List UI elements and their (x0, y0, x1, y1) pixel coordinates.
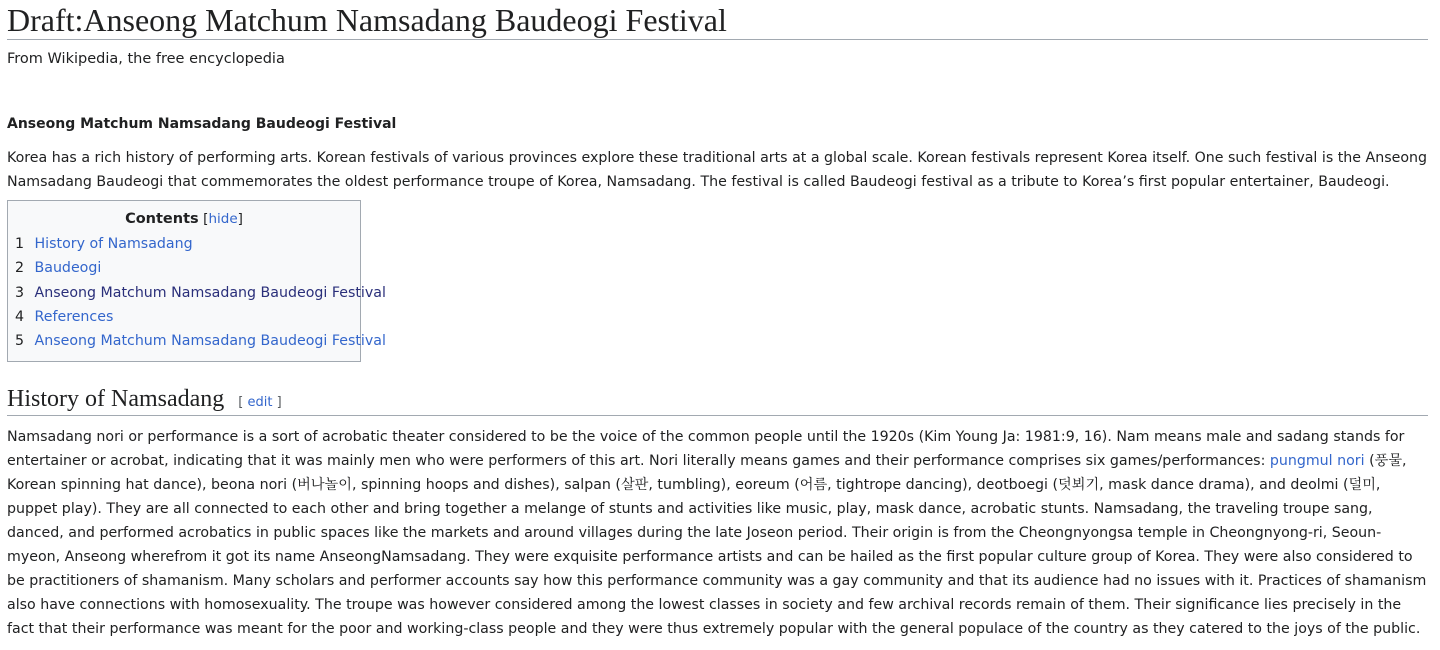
edit-link[interactable]: edit (247, 395, 273, 411)
toc-link-festival-2[interactable]: Anseong Matchum Namsadang Baudeogi Festival (34, 333, 386, 350)
toc-item-number: 2 (15, 260, 25, 277)
toc-item-number: 4 (15, 308, 25, 325)
toc-header (15, 211, 353, 227)
toc-link-references[interactable]: References (34, 308, 114, 325)
toc-hide-toggle[interactable]: hide (208, 211, 238, 227)
history-text-start: Namsadang nori or performance is a sort of acrobatic theater considered to be the voice of the common people until the 1920s (Kim Young Ja: 1981:9, 16). Nam means male and sadang stands for entertainer or acrobat, indicating that it was mainly men who were performers of this art. Nori literally means games and their performance comprises six games/performances: (7, 429, 1405, 470)
toc-bracket-close: ] (237, 211, 243, 227)
history-text-rest: (풍물, Korean spinning hat dance), beona nori (버나놀이, spinning hoops and dishes), salpan (살판, tumbling), eoreum (어름, tightrope dancing), deotboegi (덧뵈기, mask dance drama), and deolmi (덜미, puppet play). They are all connected to each other and bring together a melange of stunts and activities like music, play, mask dance, acrobatic stunts. Namsadang, the traveling troupe sang, danced, and performed acrobatics in public spaces like the markets and around villages during the late Joseon period. Their origin is from the Cheongnyongsa temple in Cheongnyong-ri, Seoun-myeon, Anseong wherefrom it got its name AnseongNamsadang. They were exquisite performance artists and can be hailed as the first popular culture group of Korea. They were also considered to be practitioners of shamanism. Many scholars and performer accounts say how this performance community was a gay community and that its audience had no issues with it. Practices of shamanism also have connections with homosexuality. The troupe was however considered among the lowest classes in society and few archival records remain of them. Their significance lies precisely in the fact that their performance was meant for the poor and working-class people and they were thus extremely popular with the general populace of the country as they catered to the joys of the public. (7, 453, 1427, 638)
section-title-history: History of Namsadang (7, 386, 225, 413)
site-tagline: From Wikipedia, the free encyclopedia (7, 51, 285, 67)
section-heading-row (7, 384, 1428, 416)
toc-link-baudeogi[interactable]: Baudeogi (34, 260, 102, 277)
intro-paragraph: Korea has a rich history of performing arts. Korean festivals of various provinces explore these traditional arts at a global scale. Korean festivals represent Korea itself. One such festival is the Anseong Namsadang Baudeogi that commemorates the oldest performance troupe of Korea, Namsadang. The festival is called Baudeogi festival as a tribute to Korea’s first popular entertainer, Baudeogi. (7, 150, 1428, 190)
page-title: Draft:Anseong Matchum Namsadang Baudeogi Festival (7, 0, 1428, 40)
edit-bracket-close: ] (276, 395, 282, 411)
toc-item (15, 305, 353, 329)
infobox-title: Anseong Matchum Namsadang Baudeogi Festival (7, 116, 397, 132)
toc-link-history-of-namsadang[interactable]: History of Namsadang (34, 236, 193, 252)
toc-item (15, 232, 353, 256)
toc-bracket-open: [ (203, 211, 209, 227)
toc-title: Contents (125, 211, 199, 227)
history-paragraph (7, 425, 1428, 641)
toc-item (15, 329, 386, 353)
toc-link-festival[interactable]: Anseong Matchum Namsadang Baudeogi Festival (34, 284, 386, 301)
toc-item-number: 3 (15, 284, 25, 301)
table-of-contents (7, 200, 386, 362)
pungmul-nori-link[interactable]: pungmul nori (1269, 453, 1365, 470)
toc-item-number: 5 (15, 333, 25, 350)
toc-item (15, 281, 386, 305)
toc-item-number: 1 (15, 236, 25, 252)
edit-bracket-open: [ (238, 395, 244, 411)
section-edit (238, 395, 281, 410)
toc-item (15, 256, 353, 280)
